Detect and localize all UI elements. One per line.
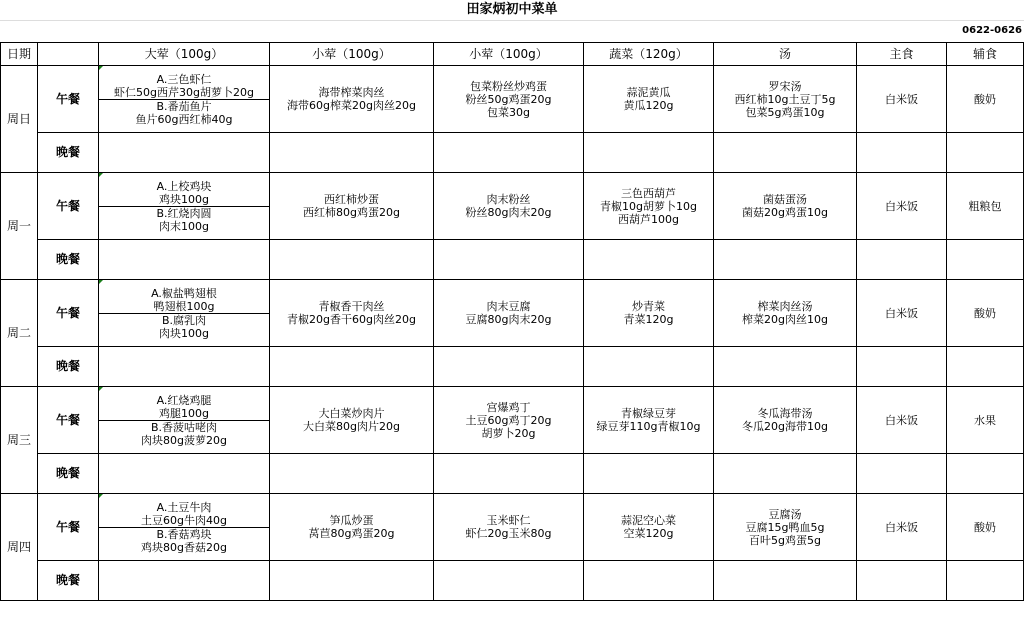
day-label: 周日: [1, 66, 38, 173]
staple-cell: 白米饭: [857, 173, 947, 240]
dinner-row: [1, 561, 1024, 601]
dish-line: 玉米虾仁: [486, 514, 531, 527]
main-dish-option-b: [99, 100, 269, 126]
dish-line: 莴苣80g鸡蛋20g: [308, 527, 395, 540]
dish-line: 空菜120g: [623, 527, 674, 540]
header-vegetable: 蔬菜（120g）: [584, 43, 714, 66]
dinner-label: 晚餐: [38, 454, 99, 494]
main-dish-cell: [99, 387, 270, 454]
dish-line: 土豆60g鸡丁20g: [465, 413, 552, 427]
header-small-dish-2: 小荤（100g）: [434, 43, 584, 66]
dinner-row: [1, 133, 1024, 173]
side-cell: 酸奶: [947, 494, 1024, 561]
dish-line: 鸡块100g: [159, 192, 209, 206]
dish-line: 青菜120g: [623, 313, 674, 326]
dinner-row: [1, 347, 1024, 387]
dish-line: 蒜泥黄瓜: [626, 86, 671, 99]
dish-line: 豆腐80g肉末20g: [465, 313, 552, 326]
dish-line: 肉块100g: [159, 326, 209, 340]
dish-line: A.三色虾仁: [156, 72, 212, 86]
empty-cell: [584, 454, 714, 494]
vegetable-cell: [584, 494, 714, 561]
dish-line: 鸡腿100g: [159, 406, 209, 420]
dish-line: 包菜30g: [487, 105, 530, 119]
dish-line: 包菜5g鸡蛋10g: [745, 105, 825, 119]
dish-line: 蒜泥空心菜: [621, 514, 676, 527]
small-dish-2-cell: [434, 173, 584, 240]
dish-line: 大白菜炒肉片: [318, 407, 385, 420]
dish-line: 肉末100g: [159, 219, 209, 233]
day-label: 周一: [1, 173, 38, 280]
lunch-label: 午餐: [38, 66, 99, 133]
date-range: 0622-0626: [962, 25, 1022, 36]
header-soup: 汤: [714, 43, 857, 66]
day-label: 周三: [1, 387, 38, 494]
empty-cell: [714, 133, 857, 173]
menu-table: [0, 42, 1024, 601]
dish-line: 冬瓜海带汤: [757, 407, 813, 420]
dish-line: 冬瓜20g海带10g: [742, 420, 828, 433]
dish-line: 鱼片60g西红柿40g: [135, 112, 233, 126]
dish-line: 豆腐15g鸭血5g: [745, 520, 825, 534]
staple-cell: 白米饭: [857, 66, 947, 133]
lunch-label: 午餐: [38, 280, 99, 347]
empty-cell: [434, 133, 584, 173]
dish-line: 罗宋汤: [768, 79, 802, 93]
empty-cell: [947, 347, 1024, 387]
header-side: 辅食: [947, 43, 1024, 66]
small-dish-2-cell: [434, 280, 584, 347]
dinner-label: 晚餐: [38, 561, 99, 601]
empty-cell: [714, 454, 857, 494]
small-dish-1-cell: [270, 280, 434, 347]
empty-cell: [99, 561, 270, 601]
empty-cell: [584, 347, 714, 387]
main-dish-option-a: [99, 501, 269, 528]
vegetable-cell: [584, 387, 714, 454]
dish-line: 粉丝50g鸡蛋20g: [465, 92, 552, 106]
dish-line: 大白菜80g肉片20g: [303, 420, 400, 433]
dish-line: 粉丝80g肉末20g: [465, 206, 552, 219]
dish-line: 青椒10g胡萝卜10g: [600, 199, 697, 213]
empty-cell: [99, 454, 270, 494]
lunch-row: [1, 173, 1024, 240]
dish-line: B.番茄鱼片: [156, 99, 212, 113]
header-small-dish-1: 小荤（100g）: [270, 43, 434, 66]
soup-cell: [714, 494, 857, 561]
main-dish-option-a: [99, 180, 269, 207]
main-dish-cell: [99, 280, 270, 347]
staple-cell: 白米饭: [857, 387, 947, 454]
dish-line: A.椒盐鸭翅根: [151, 286, 217, 300]
main-dish-cell: [99, 173, 270, 240]
dish-line: 胡萝卜20g: [481, 426, 536, 440]
empty-cell: [270, 454, 434, 494]
empty-cell: [857, 133, 947, 173]
empty-cell: [270, 133, 434, 173]
main-dish-option-a: [99, 73, 269, 100]
main-dish-cell: [99, 494, 270, 561]
empty-cell: [584, 133, 714, 173]
day-label: 周二: [1, 280, 38, 387]
small-dish-1-cell: [270, 494, 434, 561]
dish-line: 虾仁50g西芹30g胡萝卜20g: [114, 85, 254, 99]
empty-cell: [714, 240, 857, 280]
soup-cell: [714, 66, 857, 133]
staple-cell: 白米饭: [857, 494, 947, 561]
header-date: 日期: [1, 43, 38, 66]
soup-cell: [714, 280, 857, 347]
side-cell: 酸奶: [947, 66, 1024, 133]
dish-line: 榨菜20g肉丝10g: [742, 313, 828, 326]
vegetable-cell: [584, 280, 714, 347]
staple-cell: 白米饭: [857, 280, 947, 347]
empty-cell: [714, 347, 857, 387]
empty-cell: [434, 347, 584, 387]
dish-line: A.土豆牛肉: [156, 500, 212, 514]
empty-cell: [99, 240, 270, 280]
dish-line: 榨菜肉丝汤: [757, 300, 813, 313]
main-dish-option-b: [99, 421, 269, 447]
vegetable-cell: [584, 173, 714, 240]
dinner-label: 晚餐: [38, 347, 99, 387]
header-row: [1, 43, 1024, 66]
soup-cell: [714, 173, 857, 240]
empty-cell: [434, 454, 584, 494]
empty-cell: [270, 561, 434, 601]
empty-cell: [99, 133, 270, 173]
small-dish-2-cell: [434, 494, 584, 561]
dish-line: 西葫芦100g: [618, 212, 679, 226]
empty-cell: [714, 561, 857, 601]
small-dish-1-cell: [270, 66, 434, 133]
dish-line: 黄瓜120g: [623, 99, 674, 112]
empty-cell: [99, 347, 270, 387]
dish-line: 土豆60g牛肉40g: [141, 513, 227, 527]
dish-line: B.红烧肉圆: [156, 206, 212, 220]
day-label: 周四: [1, 494, 38, 601]
dish-line: 笋瓜炒蛋: [329, 514, 374, 527]
dish-line: 炒青菜: [632, 300, 665, 313]
empty-cell: [434, 561, 584, 601]
lunch-row: [1, 66, 1024, 133]
dish-line: 西红柿80g鸡蛋20g: [303, 206, 400, 219]
empty-cell: [947, 561, 1024, 601]
empty-cell: [947, 454, 1024, 494]
dish-line: B.香菠咕咾肉: [150, 420, 218, 434]
dish-line: 三色西葫芦: [621, 186, 676, 200]
side-cell: 水果: [947, 387, 1024, 454]
empty-cell: [857, 454, 947, 494]
main-dish-option-a: [99, 287, 269, 314]
dish-line: 海带榨菜肉丝: [318, 86, 385, 99]
dish-line: 绿豆芽110g青椒10g: [596, 420, 701, 433]
empty-cell: [857, 347, 947, 387]
vegetable-cell: [584, 66, 714, 133]
empty-cell: [857, 240, 947, 280]
lunch-label: 午餐: [38, 494, 99, 561]
side-cell: 酸奶: [947, 280, 1024, 347]
dish-line: 西红柿炒蛋: [324, 193, 379, 206]
small-dish-1-cell: [270, 173, 434, 240]
dish-line: A.红烧鸡腿: [156, 393, 212, 407]
dish-line: A.上校鸡块: [156, 179, 212, 193]
empty-cell: [947, 133, 1024, 173]
dish-line: 虾仁20g玉米80g: [465, 527, 552, 540]
dish-line: 包菜粉丝炒鸡蛋: [470, 79, 547, 93]
header-main-dish: 大荤（100g）: [99, 43, 270, 66]
dish-line: 海带60g榨菜20g肉丝20g: [287, 99, 416, 112]
dish-line: 菌菇20g鸡蛋10g: [742, 206, 828, 219]
dish-line: 豆腐汤: [768, 507, 802, 521]
header-staple: 主食: [857, 43, 947, 66]
lunch-row: [1, 387, 1024, 454]
empty-cell: [947, 240, 1024, 280]
main-dish-option-a: [99, 394, 269, 421]
dish-line: 青椒香干肉丝: [318, 300, 385, 313]
dinner-row: [1, 240, 1024, 280]
dish-line: 西红柿10g土豆丁5g: [734, 92, 836, 106]
dish-line: B.腐乳肉: [161, 313, 207, 327]
dish-line: 青椒20g香干60g肉丝20g: [287, 313, 416, 326]
dish-line: 青椒绿豆芽: [621, 407, 676, 420]
small-dish-2-cell: [434, 387, 584, 454]
side-cell: 粗粮包: [947, 173, 1024, 240]
dish-line: 百叶5g鸡蛋5g: [749, 533, 821, 547]
lunch-row: [1, 280, 1024, 347]
lunch-label: 午餐: [38, 173, 99, 240]
small-dish-1-cell: [270, 387, 434, 454]
dish-line: 菌菇蛋汤: [763, 193, 807, 206]
header-meal: [38, 43, 99, 66]
dish-line: 肉末粉丝: [486, 193, 531, 206]
dinner-label: 晚餐: [38, 240, 99, 280]
lunch-row: [1, 494, 1024, 561]
empty-cell: [270, 347, 434, 387]
dinner-label: 晚餐: [38, 133, 99, 173]
empty-cell: [584, 240, 714, 280]
main-dish-option-b: [99, 314, 269, 340]
dish-line: 宫爆鸡丁: [486, 400, 531, 414]
menu-title: 田家炳初中菜单: [0, 0, 1024, 21]
dish-line: 肉块80g菠萝20g: [141, 433, 227, 447]
dish-line: B.香菇鸡块: [156, 527, 212, 541]
empty-cell: [857, 561, 947, 601]
main-dish-option-b: [99, 528, 269, 554]
soup-cell: [714, 387, 857, 454]
main-dish-cell: [99, 66, 270, 133]
lunch-label: 午餐: [38, 387, 99, 454]
dish-line: 鸡块80g香菇20g: [141, 540, 227, 554]
empty-cell: [270, 240, 434, 280]
empty-cell: [434, 240, 584, 280]
dinner-row: [1, 454, 1024, 494]
small-dish-2-cell: [434, 66, 584, 133]
dish-line: 鸭翅根100g: [153, 299, 215, 313]
empty-cell: [584, 561, 714, 601]
dish-line: 肉末豆腐: [486, 300, 531, 313]
main-dish-option-b: [99, 207, 269, 233]
